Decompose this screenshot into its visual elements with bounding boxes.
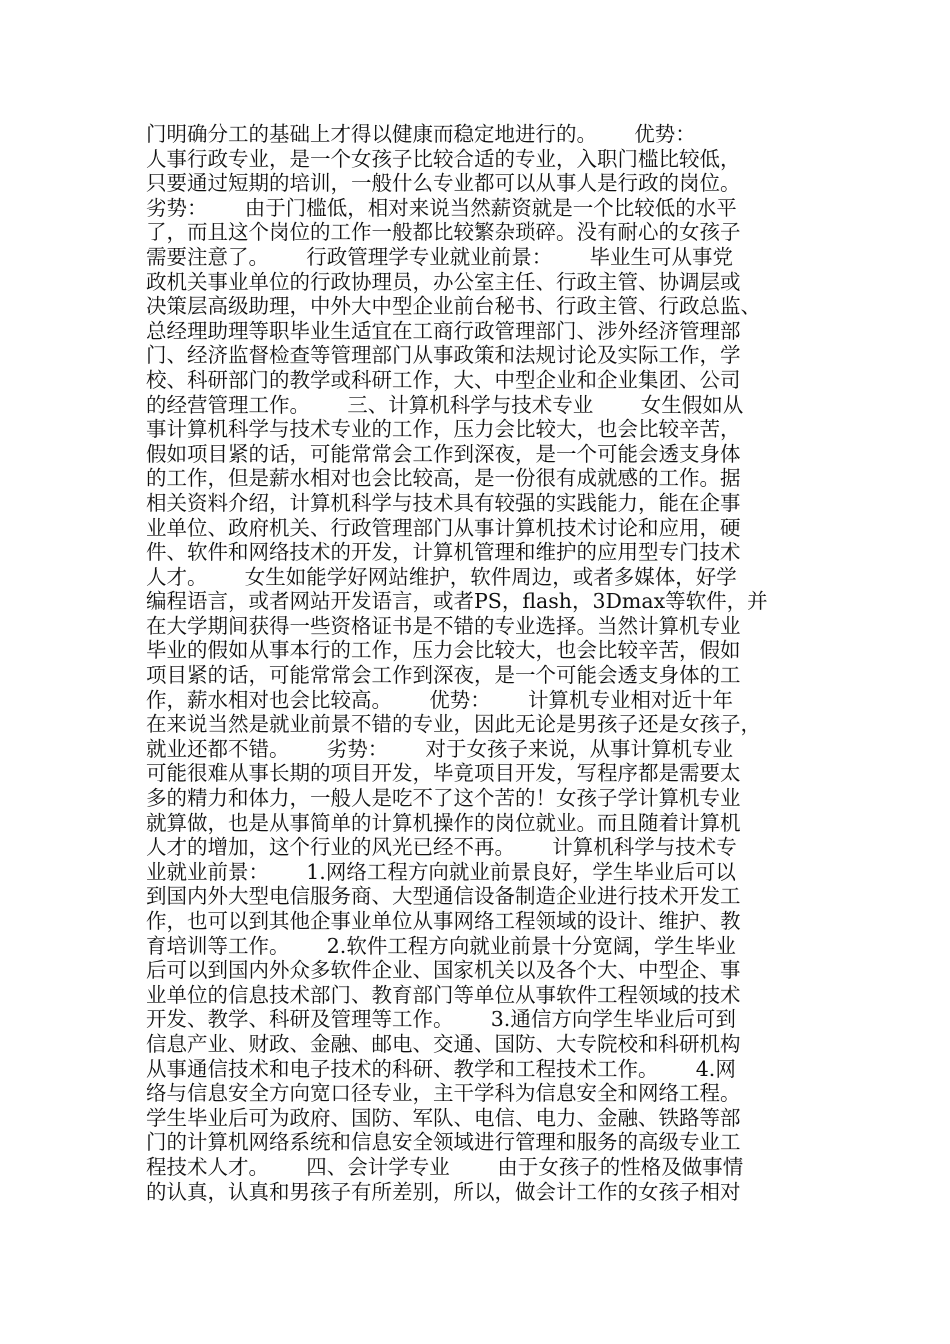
text-line: 门、经济监督检查等管理部门从事政策和法规讨论及实际工作，学 [146,343,741,368]
text-line: 从事通信技术和电子技术的科研、教学和工程技术工作。 4.网 [146,1056,736,1081]
text-line: 络与信息安全方向宽口径专业，主干学科为信息安全和网络工程。 [146,1081,741,1106]
text-line: 编程语言，或者网站开发语言，或者PS，flash，3Dmax等软件，并 [146,589,768,614]
text-line: 后可以到国内外众多软件企业、国家机关以及各个大、中型企、事 [146,958,741,983]
text-line: 多的精力和体力，一般人是吃不了这个苦的！女孩子学计算机专业 [146,786,741,811]
text-line: 需要注意了。 行政管理学专业就业前景： 毕业生可从事党 [146,244,734,269]
text-line: 在大学期间获得一些资格证书是不错的专业选择。当然计算机专业 [146,613,741,638]
text-line: 程技术人才。 四、会计学专业 由于女孩子的性格及做事情 [146,1154,744,1179]
text-line: 总经理助理等职毕业生适宜在工商行政管理部门、涉外经济管理部 [146,318,741,343]
text-line: 政机关事业单位的行政协理员，办公室主任、行政主管、协调层或 [146,269,741,294]
text-line: 作，薪水相对也会比较高。 优势： 计算机专业相对近十年 [146,687,734,712]
text-line: 人事行政专业，是一个女孩子比较合适的专业，入职门槛比较低， [146,146,741,171]
text-line: 业单位的信息技术部门、教育部门等单位从事软件工程领域的技术 [146,982,741,1007]
text-line: 人才的增加，这个行业的风光已经不再。 计算机科学与技术专 [146,835,737,860]
text-line: 只要通过短期的培训，一般什么专业都可以从事人是行政的岗位。 [146,171,741,196]
text-line: 业就业前景： 1.网络工程方向就业前景良好，学生毕业后可以 [146,859,736,884]
text-line: 事计算机科学与技术专业的工作，压力会比较大，也会比较辛苦， [146,417,741,442]
text-line: 就算做，也是从事简单的计算机操作的岗位就业。而且随着计算机 [146,810,741,835]
text-line: 育培训等工作。 2.软件工程方向就业前景十分宽阔，学生毕业 [146,933,736,958]
text-line: 开发、教学、科研及管理等工作。 3.通信方向学生毕业后可到 [146,1007,736,1032]
document-body-text [146,122,826,1204]
text-line: 到国内外大型电信服务商、大型通信设备制造企业进行技术开发工 [146,884,741,909]
text-line: 的工作，但是薪水相对也会比较高，是一份很有成就感的工作。据 [146,466,741,491]
text-line: 门的计算机网络系统和信息安全领域进行管理和服务的高级专业工 [146,1130,741,1155]
text-line: 劣势： 由于门槛低，相对来说当然薪资就是一个比较低的水平 [146,195,737,220]
text-line: 作，也可以到其他企事业单位从事网络工程领域的设计、维护、教 [146,909,741,933]
text-line: 决策层高级助理，中外大中型企业前台秘书、行政主管、行政总监、 [146,294,761,319]
text-line: 项目紧的话，可能常常会工作到深夜，是一个可能会透支身体的工 [146,663,741,688]
text-line: 假如项目紧的话，可能常常会工作到深夜，是一个可能会透支身体 [146,441,741,466]
text-line: 业单位、政府机关、行政管理部门从事计算机技术讨论和应用，硬 [146,515,741,540]
text-line: 学生毕业后可为政府、国防、军队、电信、电力、金融、铁路等部 [146,1105,741,1130]
text-line: 人才。 女生如能学好网站维护，软件周边，或者多媒体，好学 [146,564,737,589]
text-line: 相关资料介绍，计算机科学与技术具有较强的实践能力，能在企事 [146,490,741,515]
text-line: 信息产业、财政、金融、邮电、交通、国防、大专院校和科研机构 [146,1031,741,1056]
text-line: 的认真，认真和男孩子有所差别，所以，做会计工作的女孩子相对 [146,1179,741,1204]
text-line: 校、科研部门的教学或科研工作，大、中型企业和企业集团、公司 [146,367,741,392]
text-line: 件、软件和网络技术的开发，计算机管理和维护的应用型专门技术 [146,540,741,565]
text-line: 的经营管理工作。 三、计算机科学与技术专业 女生假如从 [146,392,744,417]
text-line: 就业还都不错。 劣势： 对于女孩子来说，从事计算机专业 [146,736,734,761]
text-line: 可能很难从事长期的项目开发，毕竟项目开发，写程序都是需要太 [146,761,741,786]
text-line: 在来说当然是就业前景不错的专业，因此无论是男孩子还是女孩子， [146,712,761,737]
text-line: 门明确分工的基础上才得以健康而稳定地进行的。 优势： [146,122,696,146]
text-line: 毕业的假如从事本行的工作，压力会比较大，也会比较辛苦，假如 [146,638,741,663]
text-line: 了，而且这个岗位的工作一般都比较繁杂琐碎。没有耐心的女孩子 [146,220,741,245]
